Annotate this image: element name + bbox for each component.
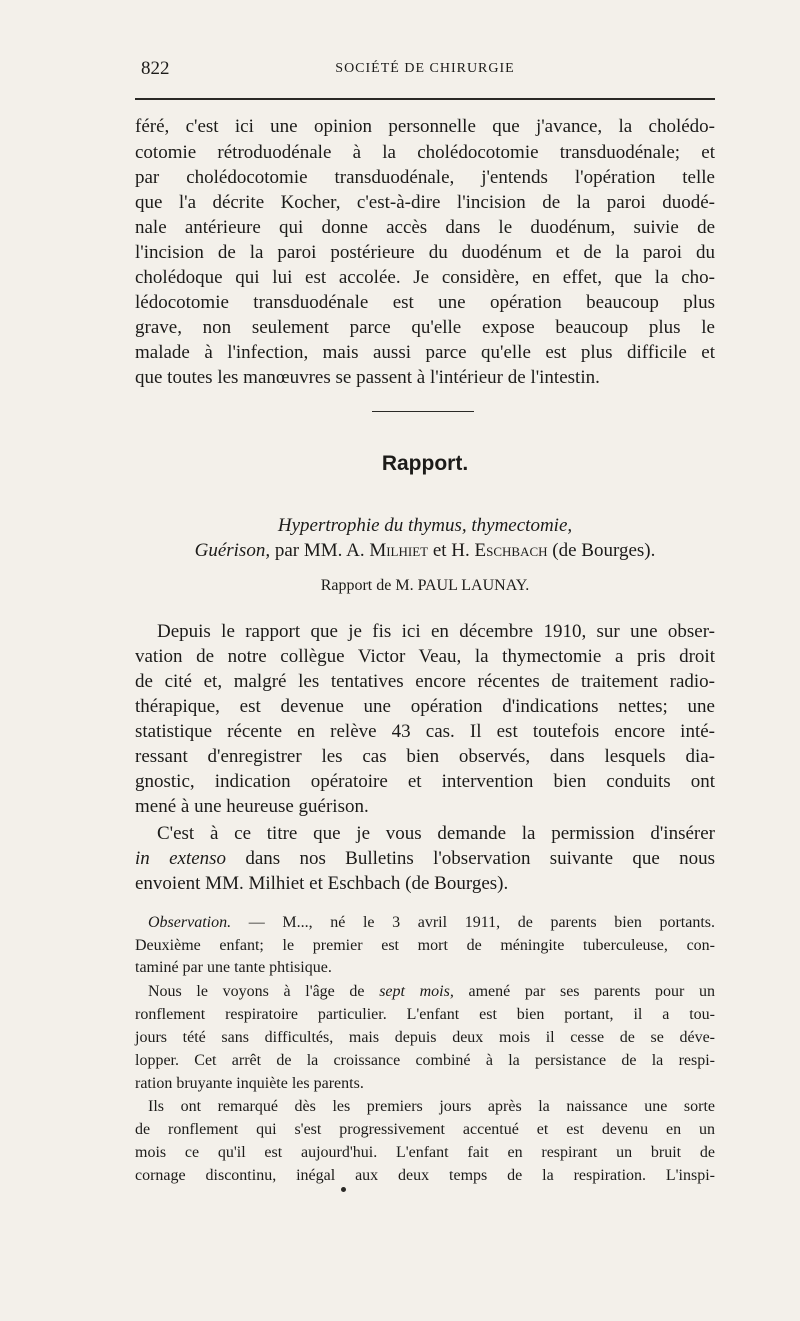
observation-line: ration bruyante inquiète les parents. [135, 1075, 364, 1092]
intro-line: féré, c'est ici une opinion personnelle que j'avance, la cholédo- [135, 116, 715, 137]
observation-text: amené par ses parents pour un [453, 983, 716, 1000]
body-line: mené à une heureuse guérison. [135, 796, 369, 817]
body-line [135, 848, 715, 870]
subtitle-text: (de Bourges). [547, 540, 656, 561]
observation-label: Observation. [148, 914, 232, 931]
body-line: statistique récente en relève 43 cas. Il est toutefois encore inté- [135, 721, 715, 742]
intro-line: cholédoque qui lui est accolée. Je considère, en effet, que la cho- [135, 267, 715, 288]
observation-line [148, 983, 715, 1001]
body-line: Depuis le rapport que je fis ici en décembre 1910, sur une obser- [157, 621, 715, 642]
intro-line: par cholédocotomie transduodénale, j'entends l'opération telle [135, 167, 715, 188]
observation-text: Nous le voyons à l'âge de [148, 983, 380, 1000]
section-heading: Rapport. [381, 452, 469, 475]
header-rule [135, 98, 715, 100]
observation-line: lopper. Cet arrêt de la croissance combiné à la persistance de la respi- [135, 1052, 715, 1069]
intro-line: cotomie rétroduodénale à la cholédocotomie transduodénale; et [135, 142, 715, 163]
intro-line: nale antérieure qui donne accès dans le duodénum, suivie de [135, 217, 715, 238]
intro-line: l'incision de la paroi postérieure du duodénum et de la paroi du [135, 242, 715, 263]
intro-line: que l'a décrite Kocher, c'est-à-dire l'incision de la paroi duodé- [135, 192, 715, 213]
observation-line: cornage discontinu, inégal aux deux temps de la respiration. L'inspi- [135, 1167, 715, 1184]
page-number: 822 [141, 58, 170, 79]
author-name: Milhiet [369, 540, 429, 561]
intro-line: que toutes les manœuvres se passent à l'intérieur de l'intestin. [135, 367, 600, 388]
observation-italic: sept mois, [379, 983, 454, 1000]
body-line: ressant d'enregistrer les cas bien observés, dans lesquels dia- [135, 746, 715, 767]
ink-dot [341, 1187, 346, 1192]
body-line: envoient MM. Milhiet et Eschbach (de Bourges). [135, 873, 509, 894]
observation-line: mois ce qu'il est aujourd'hui. L'enfant fait en respirant un bruit de [135, 1144, 715, 1161]
body-line: vation de notre collègue Victor Veau, la thymectomie a pris droit [135, 646, 715, 667]
subtitle-text: et H. [428, 540, 475, 561]
observation-text: — M..., né le 3 avril 1911, de parents bien portants. [231, 914, 715, 931]
observation-line: ronflement respiratoire particulier. L'enfant est bien portant, il a tou- [135, 1006, 715, 1023]
page-header [135, 58, 715, 88]
body-line: gnostic, indication opératoire et intervention bien conduits ont [135, 771, 715, 792]
intro-line: lédocotomie transduodénale est une opération beaucoup plus [135, 292, 715, 313]
observation-line: taminé par une tante phtisique. [135, 959, 332, 976]
intro-line: malade à l'infection, mais aussi parce qu'elle est plus difficile et [135, 342, 715, 363]
body-italic: in extenso [135, 848, 227, 869]
intro-line: grave, non seulement parce qu'elle expose beaucoup plus le [135, 317, 715, 338]
observation-line [148, 914, 715, 932]
observation-line: Deuxième enfant; le premier est mort de méningite tuberculeuse, con- [135, 937, 715, 954]
body-line: C'est à ce titre que je vous demande la permission d'insérer [157, 823, 715, 844]
section-separator [372, 411, 474, 412]
body-line: de cité et, malgré les tentatives encore récentes de traitement radio- [135, 671, 715, 692]
observation-line: Ils ont remarqué dès les premiers jours après la naissance une sorte [148, 1098, 715, 1115]
observation-line: jours tété sans difficultés, mais depuis deux mois il cesse de se déve- [135, 1029, 715, 1046]
author-name: Eschbach [474, 540, 548, 561]
running-title: SOCIÉTÉ DE CHIRURGIE [335, 61, 515, 76]
subtitle-text: par MM. A. [270, 540, 370, 561]
observation-line: de ronflement qui s'est progressivement accentué et est devenu en un [135, 1121, 715, 1138]
body-line: thérapique, est devenue une opération d'indications nettes; une [135, 696, 715, 717]
report-subtitle: Hypertrophie du thymus, thymectomie, [277, 515, 573, 536]
body-text: dans nos Bulletins l'observation suivante que nous [226, 848, 715, 869]
subtitle-italic: Guérison, [194, 540, 271, 561]
report-by: Rapport de M. PAUL LAUNAY. [320, 577, 530, 594]
report-authors [135, 540, 715, 562]
